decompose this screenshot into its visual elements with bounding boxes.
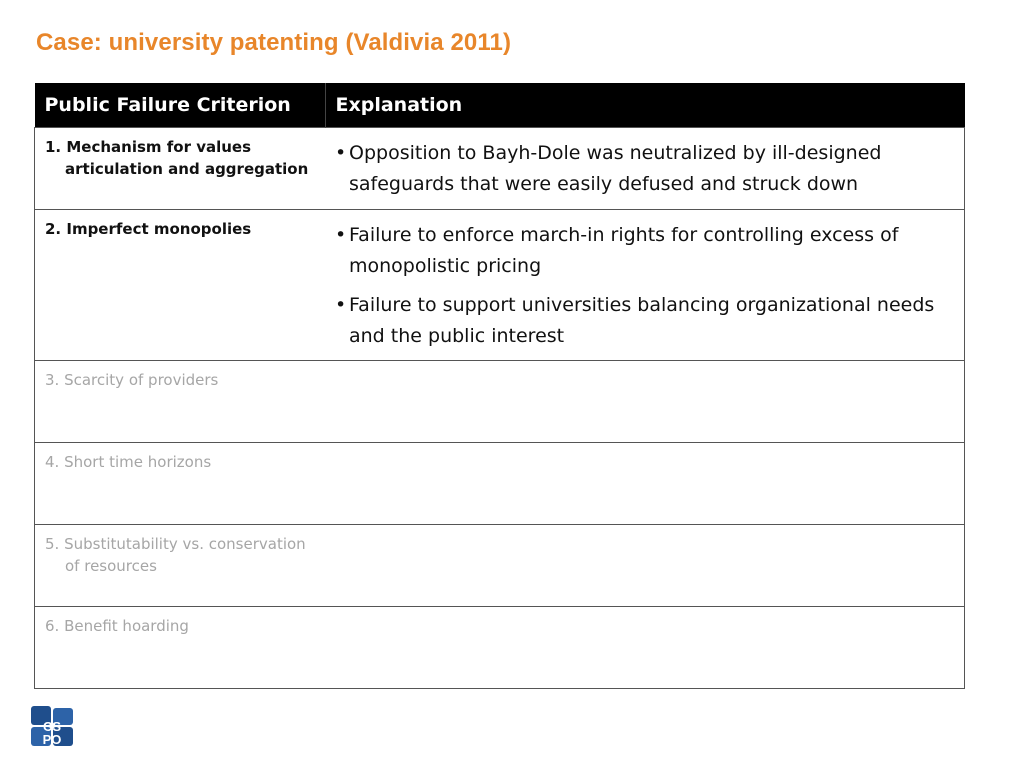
explanation-text: Opposition to Bayh-Dole was neutralized by ill-designed safeguards that were easily defused and struck down xyxy=(349,142,882,195)
bullet-icon: • xyxy=(335,142,347,164)
svg-text:PO: PO xyxy=(42,732,62,747)
table-row xyxy=(35,525,965,607)
criterion-label: 6. Benefit hoarding xyxy=(45,617,189,635)
bullet-icon: • xyxy=(335,294,347,316)
explanation-cell xyxy=(325,443,965,525)
explanation-list xyxy=(325,128,964,200)
header-criterion: Public Failure Criterion xyxy=(35,83,326,128)
slide-title: Case: university patenting (Valdivia 2011) xyxy=(36,29,512,56)
explanation-text: Failure to support universities balancing organizational needs and the public interest xyxy=(349,294,935,347)
criterion-cell xyxy=(35,443,326,525)
criterion-label: 1. Mechanism for values articulation and aggregation xyxy=(45,138,309,178)
header-explanation: Explanation xyxy=(325,83,965,128)
table-row xyxy=(35,361,965,443)
criterion-label: 4. Short time horizons xyxy=(45,453,212,471)
explanation-list xyxy=(325,210,964,352)
table-row xyxy=(35,607,965,689)
table-header-row xyxy=(35,83,965,128)
explanation-item xyxy=(335,290,954,352)
explanation-item xyxy=(335,138,954,200)
bullet-icon: • xyxy=(335,224,347,246)
cspo-logo-icon xyxy=(29,704,75,748)
explanation-cell xyxy=(325,525,965,607)
explanation-text: Failure to enforce march-in rights for controlling excess of monopolistic pricing xyxy=(349,224,899,277)
criterion-cell xyxy=(35,525,326,607)
criterion-label: 2. Imperfect monopolies xyxy=(45,220,252,238)
svg-text:CS: CS xyxy=(42,719,62,734)
explanation-item xyxy=(335,220,954,282)
criterion-cell xyxy=(35,210,326,361)
criterion-label: 5. Substitutability vs. conservation of resources xyxy=(45,535,306,575)
criterion-cell xyxy=(35,128,326,210)
criteria-table xyxy=(34,83,965,689)
explanation-cell xyxy=(325,210,965,361)
criterion-label: 3. Scarcity of providers xyxy=(45,371,219,389)
table-row xyxy=(35,443,965,525)
table-row xyxy=(35,210,965,361)
explanation-cell xyxy=(325,128,965,210)
criterion-cell xyxy=(35,607,326,689)
explanation-cell xyxy=(325,607,965,689)
explanation-cell xyxy=(325,361,965,443)
criterion-cell xyxy=(35,361,326,443)
table-row xyxy=(35,128,965,210)
